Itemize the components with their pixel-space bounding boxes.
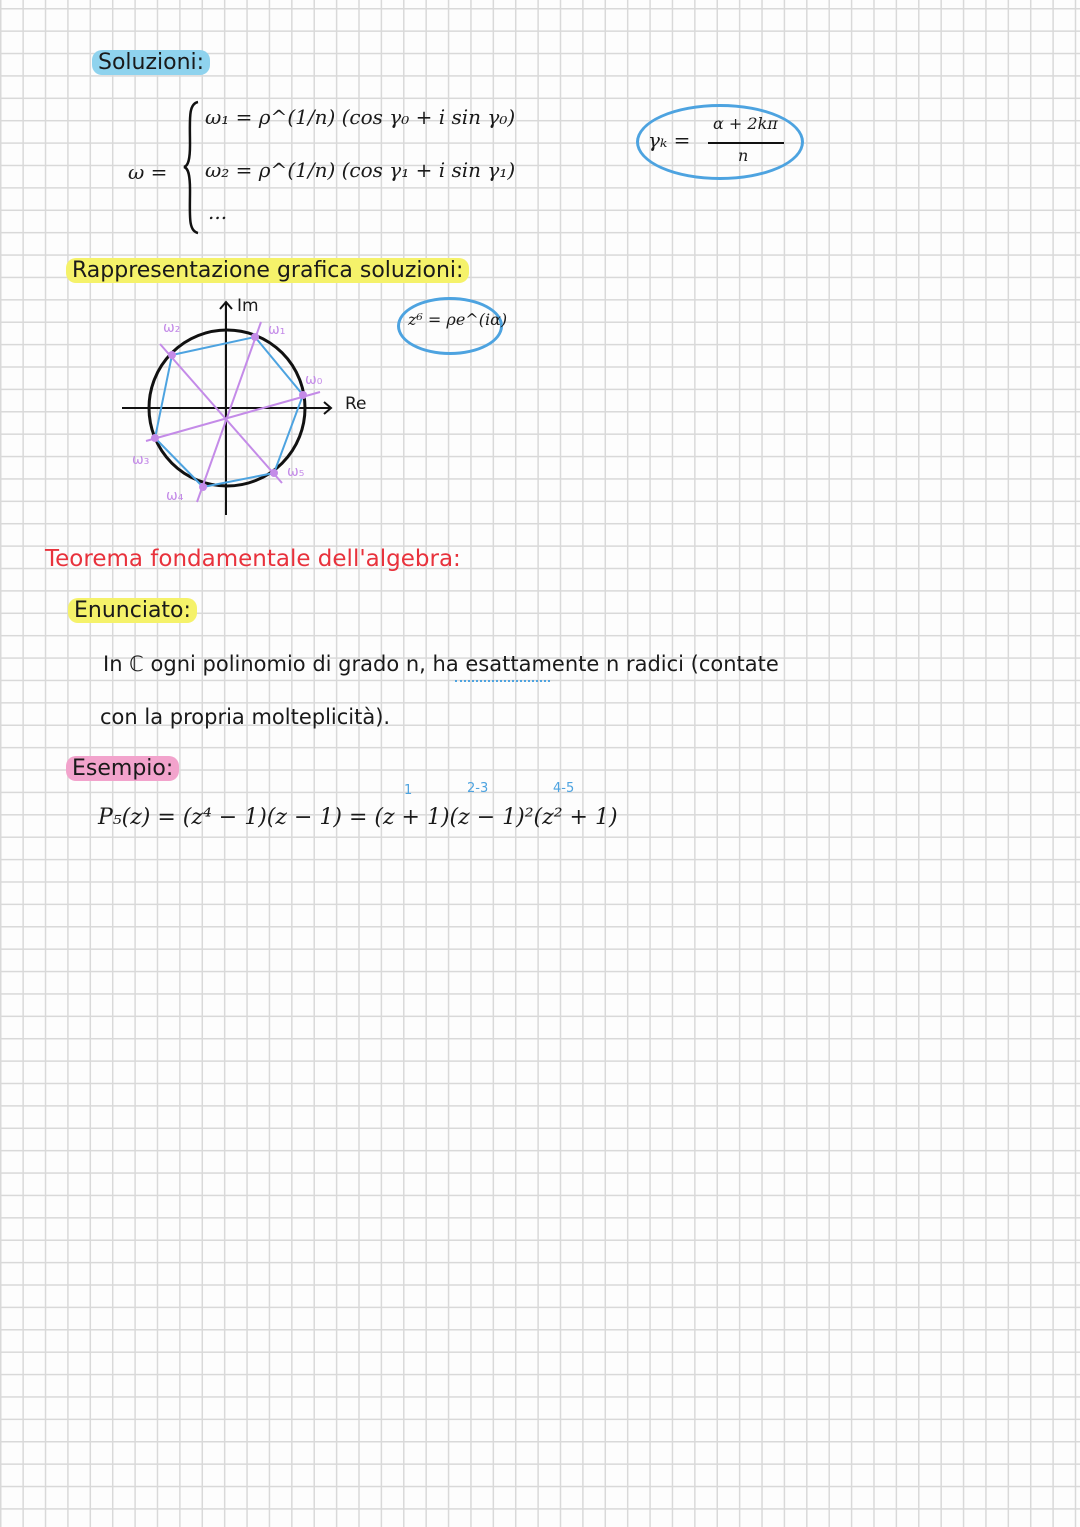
root-point-w3 bbox=[151, 434, 159, 442]
re-label: Re bbox=[345, 394, 367, 414]
annotation-2-3: 2-3 bbox=[467, 781, 489, 796]
fraction-bar bbox=[708, 142, 784, 144]
root-point-w2 bbox=[168, 351, 176, 359]
root-label-w5: ω₅ bbox=[287, 464, 305, 480]
equation: z⁶ = ρe^(iα) bbox=[408, 310, 508, 329]
statement-line-2: con la propria molteplicità). bbox=[100, 705, 391, 729]
root-label-w0: ω₀ bbox=[305, 372, 323, 388]
root-point-w5 bbox=[270, 469, 278, 477]
root-label-w1: ω₁ bbox=[268, 322, 286, 338]
solution-line-2: ω₂ = ρ^(1/n) (cos γ₁ + i sin γ₁) bbox=[205, 158, 516, 182]
example-formula: P₅(z) = (z⁴ − 1)(z − 1) = (z + 1)(z − 1)²(z² + 1) bbox=[98, 805, 618, 830]
solutions-heading: Soluzioni: bbox=[92, 50, 210, 75]
solution-line-ellipsis: ... bbox=[208, 200, 228, 224]
grado-underline bbox=[455, 680, 550, 682]
gamma-numerator: α + 2kπ bbox=[713, 114, 778, 133]
root-point-w0 bbox=[299, 391, 307, 399]
graph-heading: Rappresentazione grafica soluzioni: bbox=[66, 258, 469, 283]
solution-line-1: ω₁ = ρ^(1/n) (cos γ₀ + i sin γ₀) bbox=[205, 105, 516, 129]
statement-line-1: In ℂ ogni polinomio di grado n, ha esattamente n radici (contate bbox=[103, 652, 779, 676]
theorem-title: Teorema fondamentale dell'algebra: bbox=[45, 546, 461, 572]
roots-diagram bbox=[0, 0, 520, 530]
annotation-4-5: 4-5 bbox=[553, 781, 575, 796]
example-heading: Esempio: bbox=[66, 756, 179, 781]
im-label: Im bbox=[237, 296, 259, 316]
gamma-lhs: γₖ = bbox=[648, 128, 691, 152]
w-label: ω = bbox=[128, 160, 168, 184]
root-label-w3: ω₃ bbox=[132, 452, 150, 468]
root-label-w2: ω₂ bbox=[163, 320, 181, 336]
root-point-w4 bbox=[199, 483, 207, 491]
gamma-denominator: n bbox=[738, 146, 749, 165]
root-point-w1 bbox=[251, 333, 259, 341]
statement-heading: Enunciato: bbox=[68, 598, 197, 623]
root-label-w4: ω₄ bbox=[166, 488, 184, 504]
annotation-1: 1 bbox=[404, 783, 413, 798]
